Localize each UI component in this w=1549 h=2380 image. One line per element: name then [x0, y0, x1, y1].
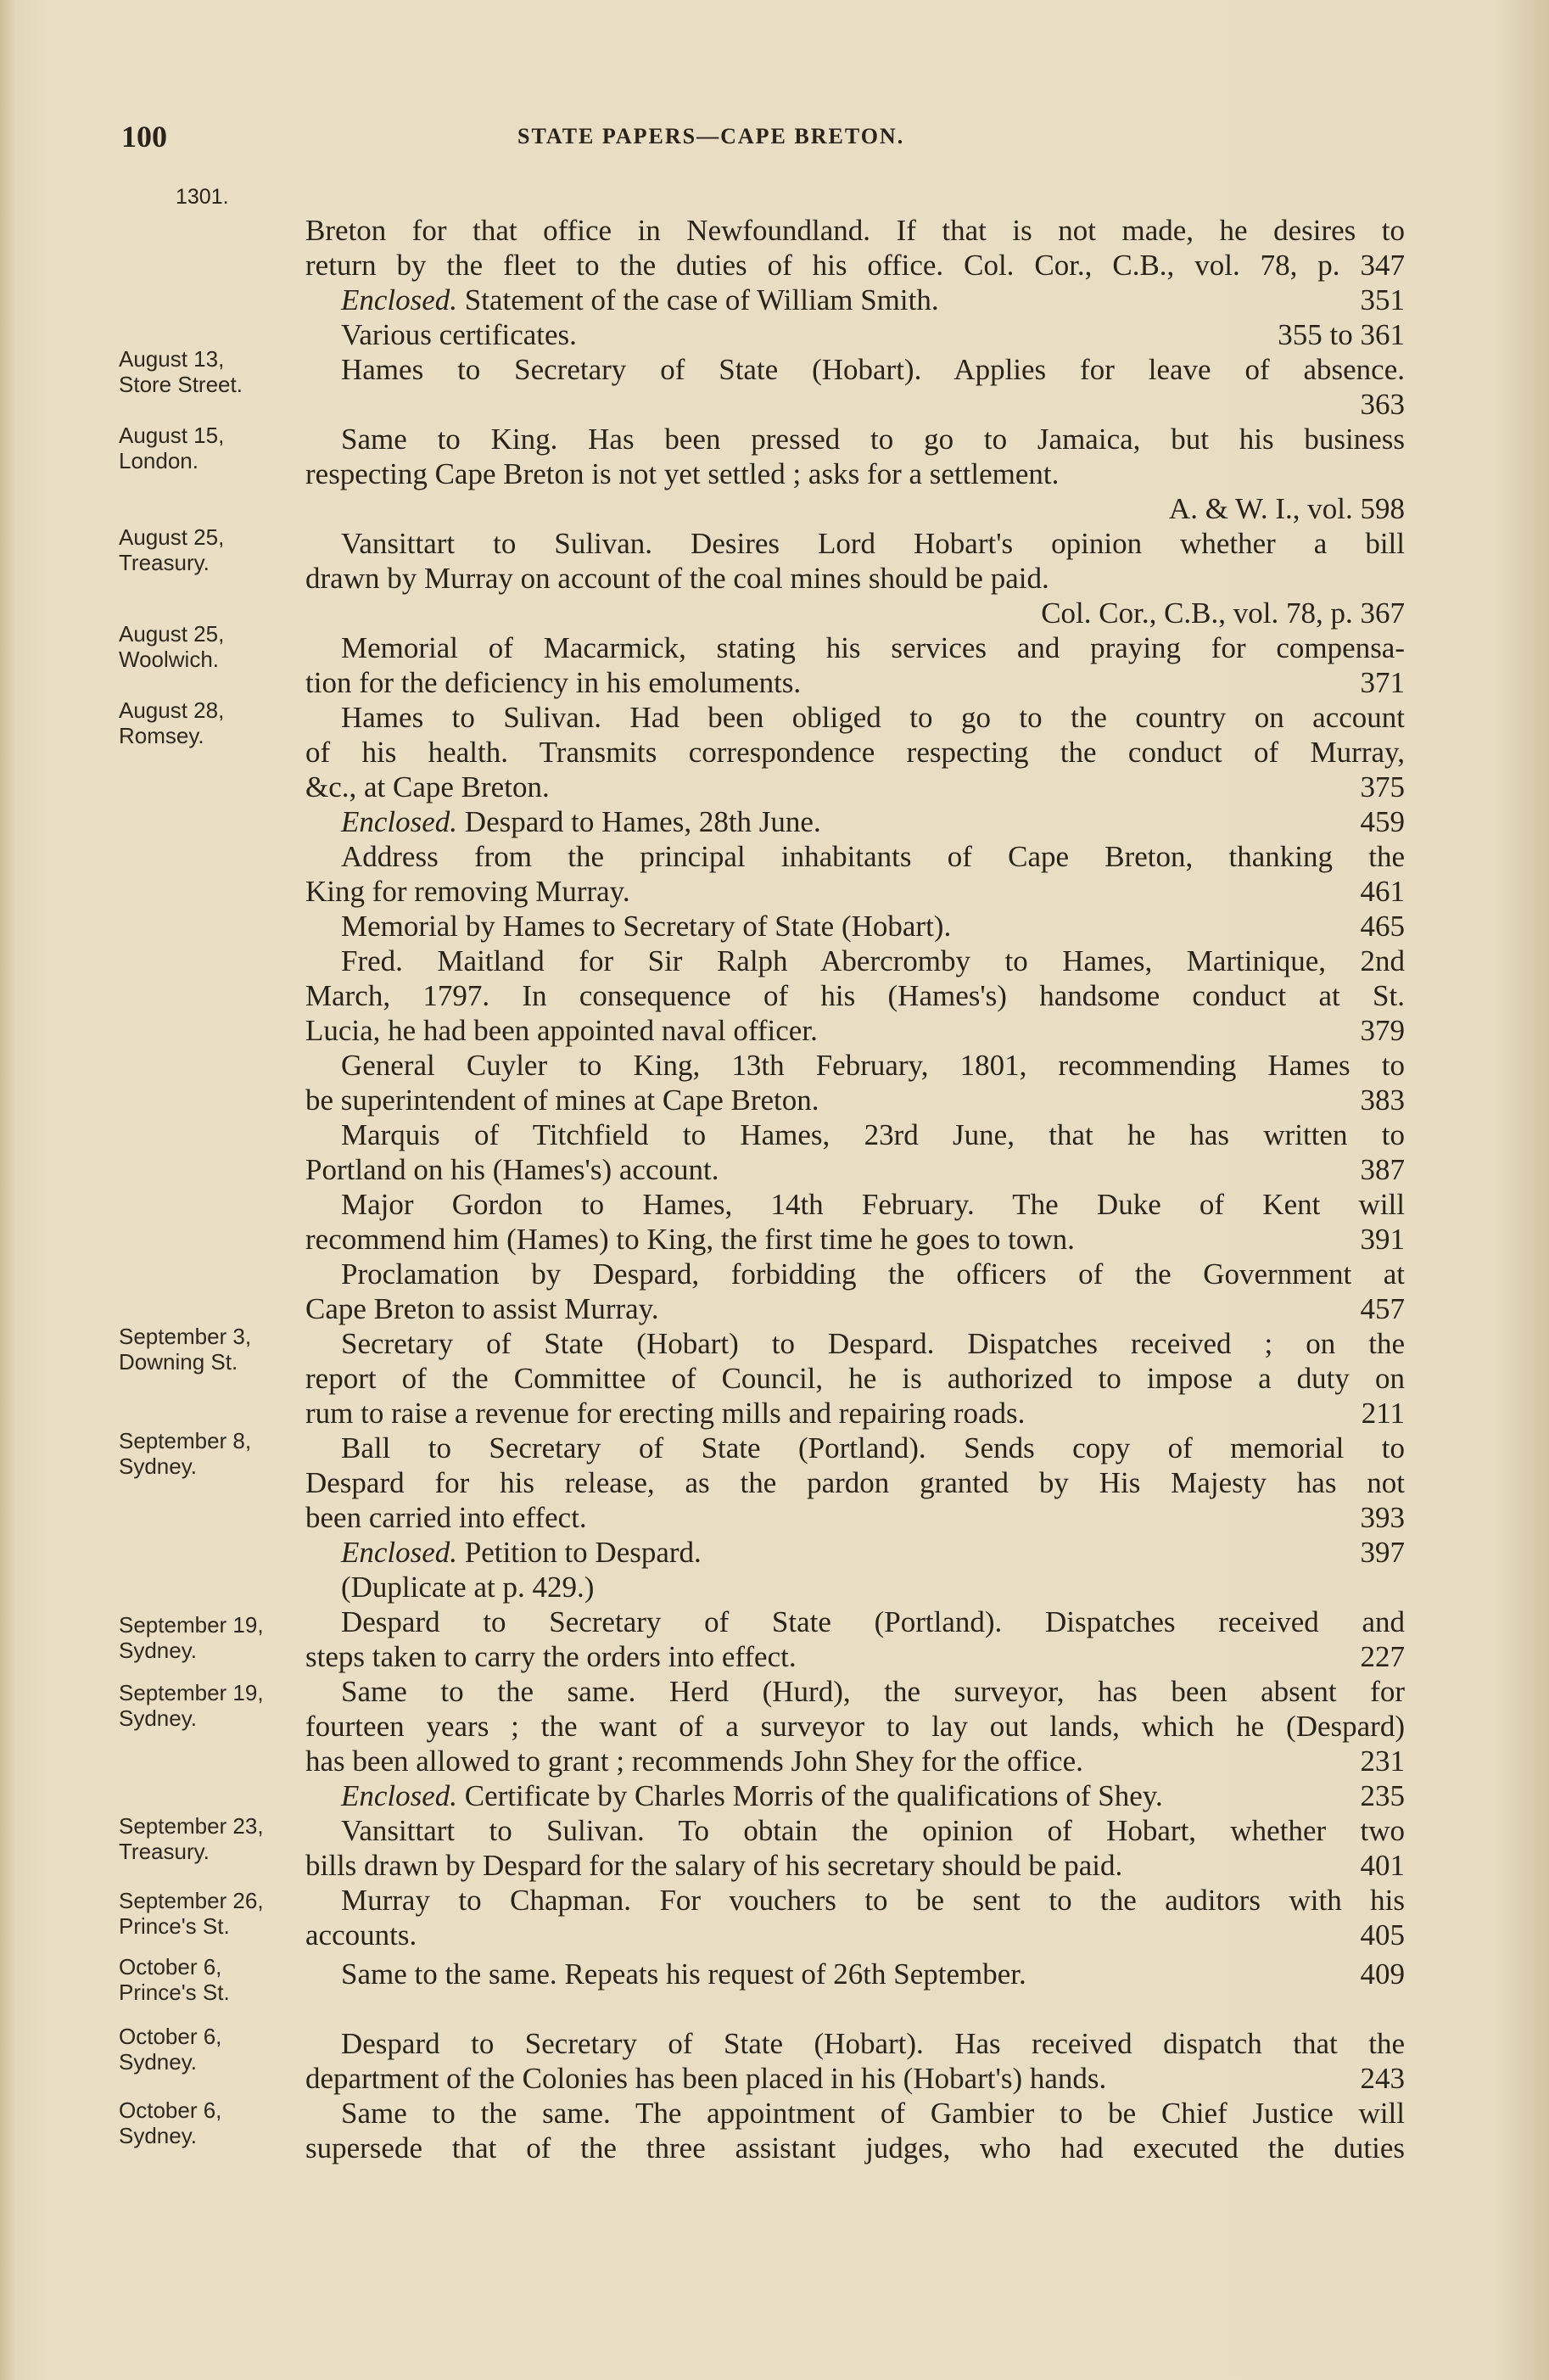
- text-line: respecting Cape Breton is not yet settled ; asks for a settlement.: [305, 457, 1060, 490]
- text-line: Despard to Secretary of State (Portland). Dispatches received and: [341, 1605, 1405, 1638]
- text-line: March, 1797. In consequence of his (Hames's) handsome conduct at St.: [305, 979, 1405, 1012]
- text-line: accounts. 405: [305, 1918, 1405, 1952]
- text-line: bills drawn by Despard for the salary of his secretary should be paid. 401: [305, 1849, 1405, 1882]
- text-line: Breton for that office in Newfoundland. If that is not made, he desires to: [305, 214, 1405, 247]
- text-line: fourteen years ; the want of a surveyor to lay out lands, which he (Despard): [305, 1710, 1405, 1743]
- margin-date: October 6, Sydney.: [119, 2097, 222, 2148]
- text-line: supersede that of the three assistant judges, who had executed the duties: [305, 2131, 1405, 2164]
- margin-date: August 25, Woolwich.: [119, 621, 225, 672]
- text-line: Proclamation by Despard, forbidding the officers of the Government at: [341, 1257, 1405, 1291]
- text-line: Despard for his release, as the pardon granted by His Majesty has not: [305, 1466, 1405, 1499]
- running-head: [0, 119, 1549, 170]
- margin-date: August 28, Romsey.: [119, 697, 225, 748]
- text-line: Portland on his (Hames's) account. 387: [305, 1153, 1405, 1186]
- text-line: Secretary of State (Hobart) to Despard. Dispatches received ; on the: [341, 1327, 1405, 1360]
- text-line: Same to King. Has been pressed to go to Jamaica, but his business: [341, 423, 1405, 456]
- text-line: Same to the same. Repeats his request of 26th September. 409: [341, 1957, 1405, 1991]
- margin-date: September 19, Sydney.: [119, 1680, 264, 1731]
- text-line: department of the Colonies has been placed in his (Hobart's) hands. 243: [305, 2062, 1405, 2095]
- text-line: drawn by Murray on account of the coal mines should be paid.: [305, 562, 1049, 595]
- text-line: 363: [1360, 388, 1405, 421]
- text-line: Address from the principal inhabitants of Cape Breton, thanking the: [341, 840, 1405, 873]
- text-line: Fred. Maitland for Sir Ralph Abercromby to Hames, Martinique, 2nd: [341, 944, 1405, 977]
- text-line: Lucia, he had been appointed naval officer. 379: [305, 1014, 1405, 1047]
- margin-date: September 19, Sydney.: [119, 1612, 264, 1663]
- text-line: &c., at Cape Breton. 375: [305, 770, 1405, 804]
- text-line: rum to raise a revenue for erecting mills and repairing roads. 211: [305, 1397, 1405, 1430]
- text-line: Vansittart to Sulivan. Desires Lord Hobart's opinion whether a bill: [341, 527, 1405, 560]
- text-line: Memorial by Hames to Secretary of State (Hobart). 465: [341, 910, 1405, 943]
- text-line: Memorial of Macarmick, stating his services and praying for compensa-: [341, 631, 1405, 664]
- text-line: Enclosed. Despard to Hames, 28th June. 459: [341, 805, 1405, 838]
- text-line: be superintendent of mines at Cape Breton. 383: [305, 1084, 1405, 1117]
- margin-date: September 23, Treasury.: [119, 1813, 264, 1864]
- margin-date: August 13, Store Street.: [119, 346, 243, 397]
- text-line: Ball to Secretary of State (Portland). Sends copy of memorial to: [341, 1431, 1405, 1464]
- text-line: Col. Cor., C.B., vol. 78, p. 367: [1041, 596, 1405, 630]
- text-line: Enclosed. Certificate by Charles Morris of the qualifications of Shey. 235: [341, 1779, 1405, 1812]
- text-line: Various certificates. 355 to 361: [341, 318, 1405, 351]
- text-line: steps taken to carry the orders into effect. 227: [305, 1640, 1405, 1673]
- page-number: 100: [121, 120, 167, 154]
- margin-date: September 8, Sydney.: [119, 1428, 252, 1479]
- margin-year: 1301.: [176, 185, 229, 209]
- text-line: King for removing Murray. 461: [305, 875, 1405, 908]
- text-line: Same to the same. The appointment of Gambier to be Chief Justice will: [341, 2097, 1405, 2130]
- text-line: Hames to Sulivan. Had been obliged to go to the country on account: [341, 701, 1405, 734]
- text-line: recommend him (Hames) to King, the first time he goes to town. 391: [305, 1223, 1405, 1256]
- margin-date: October 6, Prince's St.: [119, 1954, 230, 2005]
- text-line: Enclosed. Petition to Despard. 397: [341, 1536, 1405, 1569]
- text-line: Hames to Secretary of State (Hobart). Applies for leave of absence.: [341, 353, 1405, 386]
- text-line: Enclosed. Statement of the case of William Smith. 351: [341, 283, 1405, 316]
- text-line: Marquis of Titchfield to Hames, 23rd June, that he has written to: [341, 1118, 1405, 1151]
- text-line: Same to the same. Herd (Hurd), the surveyor, has been absent for: [341, 1675, 1405, 1708]
- text-line: Despard to Secretary of State (Hobart). Has received dispatch that the: [341, 2027, 1405, 2060]
- text-line: (Duplicate at p. 429.): [341, 1571, 595, 1604]
- text-line: report of the Committee of Council, he is authorized to impose a duty on: [305, 1362, 1405, 1395]
- text-line: A. & W. I., vol. 598: [1168, 492, 1405, 525]
- margin-date: September 26, Prince's St.: [119, 1888, 264, 1939]
- text-line: return by the fleet to the duties of his office. Col. Cor., C.B., vol. 78, p. 347: [305, 249, 1405, 282]
- margin-date: August 25, Treasury.: [119, 524, 225, 575]
- text-line: tion for the deficiency in his emoluments. 371: [305, 666, 1405, 699]
- text-line: Vansittart to Sulivan. To obtain the opinion of Hobart, whether two: [341, 1814, 1405, 1847]
- margin-date: August 15, London.: [119, 423, 225, 473]
- text-line: Murray to Chapman. For vouchers to be sent to the auditors with his: [341, 1884, 1405, 1917]
- text-line: Major Gordon to Hames, 14th February. The Duke of Kent will: [341, 1188, 1405, 1221]
- margin-date: October 6, Sydney.: [119, 2024, 222, 2075]
- text-line: Cape Breton to assist Murray. 457: [305, 1292, 1405, 1325]
- text-line: been carried into effect. 393: [305, 1501, 1405, 1534]
- text-line: General Cuyler to King, 13th February, 1801, recommending Hames to: [341, 1049, 1405, 1082]
- text-line: has been allowed to grant ; recommends John Shey for the office. 231: [305, 1744, 1405, 1778]
- text-line: of his health. Transmits correspondence respecting the conduct of Murray,: [305, 736, 1405, 769]
- page-title: STATE PAPERS—CAPE BRETON.: [517, 124, 905, 148]
- margin-date: September 3, Downing St.: [119, 1324, 252, 1375]
